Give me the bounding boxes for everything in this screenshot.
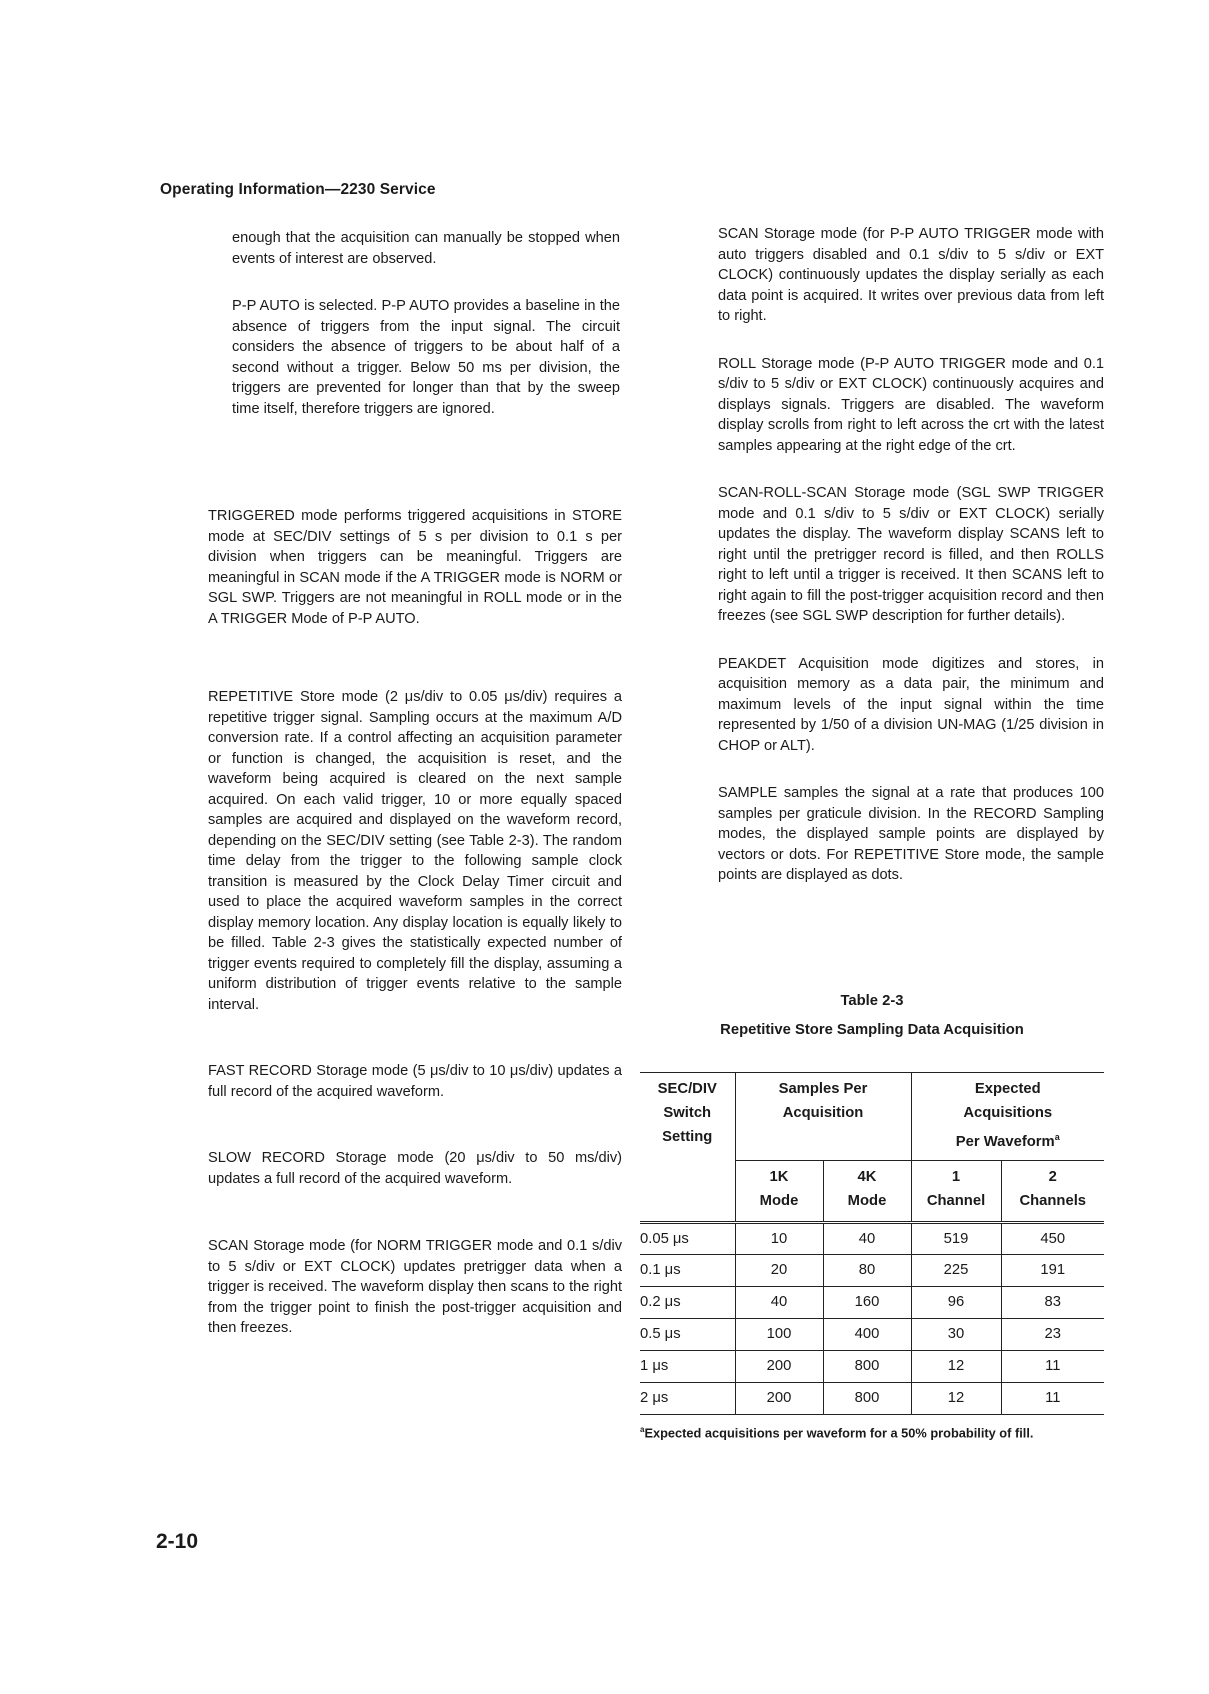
right-column [718, 224, 1104, 886]
footnote-marker: a [1054, 1132, 1060, 1142]
cell-4k: 800 [823, 1382, 911, 1414]
cell-1k: 200 [735, 1382, 823, 1414]
paragraph-slow-record: SLOW RECORD Storage mode (20 μs/div to 50 ms/div) updates a full record of the acquired waveform. [208, 1150, 622, 1187]
cell-4k: 400 [823, 1318, 911, 1350]
table-row [640, 1318, 1104, 1350]
cell-1k: 10 [735, 1222, 823, 1254]
cell-2ch: 191 [1001, 1254, 1104, 1286]
cell-2ch: 11 [1001, 1350, 1104, 1382]
cell-setting: 0.2 μs [640, 1286, 735, 1318]
cell-4k: 160 [823, 1286, 911, 1318]
cell-1ch: 12 [911, 1382, 1001, 1414]
table-row [640, 1350, 1104, 1382]
subheader-1ch: 1 Channel [911, 1160, 1001, 1222]
header-expected-acquisitions: Expected Acquisitions Per Waveform$^a$ [911, 1073, 1104, 1161]
paragraph-scan-auto: SCAN Storage mode (for P-P AUTO TRIGGER mode with auto triggers disabled and 0.1 s/div to 5 s/div or EXT CLOCK) continuously updates the display serially as each data point is acquired. It writes over previous data from left to right. [718, 226, 1104, 324]
cell-4k: 40 [823, 1222, 911, 1254]
cell-1ch: 30 [911, 1318, 1001, 1350]
cell-setting: 0.05 μs [640, 1222, 735, 1254]
cell-setting: 0.1 μs [640, 1254, 735, 1286]
subheader-2ch: 2 Channels [1001, 1160, 1104, 1222]
cell-1ch: 225 [911, 1254, 1001, 1286]
cell-4k: 800 [823, 1350, 911, 1382]
paragraph-fast-record: FAST RECORD Storage mode (5 μs/div to 10 μs/div) updates a full record of the acquired waveform. [208, 1063, 622, 1100]
header-secdiv: SEC/DIV Switch Setting [640, 1073, 735, 1223]
sampling-table [640, 1072, 1104, 1415]
table-row [640, 1286, 1104, 1318]
subheader-4k: 4K Mode [823, 1160, 911, 1222]
left-column [208, 506, 622, 1339]
table-row [640, 1254, 1104, 1286]
cell-1ch: 96 [911, 1286, 1001, 1318]
cell-2ch: 11 [1001, 1382, 1104, 1414]
table-row [640, 1382, 1104, 1414]
cell-1ch: 12 [911, 1350, 1001, 1382]
cell-1k: 20 [735, 1254, 823, 1286]
cell-1k: 200 [735, 1350, 823, 1382]
table-row [640, 1222, 1104, 1254]
cell-setting: 2 μs [640, 1382, 735, 1414]
paragraph-roll: ROLL Storage mode (P-P AUTO TRIGGER mode and 0.1 s/div to 5 s/div or EXT CLOCK) continuously acquires and displays signals. Triggers are disabled. The waveform display scrolls from right to left across the crt with the latest samples appearing at the right edge of the crt. [718, 355, 1104, 454]
cell-setting: 1 μs [640, 1350, 735, 1382]
table-number: Table 2-3 [840, 993, 904, 1009]
table-title: Repetitive Store Sampling Data Acquisition [720, 1022, 1024, 1038]
running-header: Operating Information—2230 Service [160, 181, 436, 198]
paragraph-sample: SAMPLE samples the signal at a rate that produces 100 samples per graticule division. In the RECORD Sampling modes, the displayed sample points are displayed by vectors or dots. For REPETITIVE Store mode, the sample points are displayed as dots. [718, 785, 1104, 883]
cell-2ch: 83 [1001, 1286, 1104, 1318]
cell-4k: 80 [823, 1254, 911, 1286]
table-header-row [640, 1073, 1104, 1161]
header-samples-per-acquisition: Samples Per Acquisition [735, 1073, 911, 1161]
paragraph: enough that the acquisition can manually be stopped when events of interest are observed. [232, 230, 620, 267]
paragraph-scan-norm: SCAN Storage mode (for NORM TRIGGER mode and 0.1 s/div to 5 s/div or EXT CLOCK) updates pretrigger data when a trigger is received. The waveform display then scans to the right from the trigger point to finish the post-trigger acquisition and then freezes. [208, 1238, 622, 1336]
left-column-top [232, 228, 620, 419]
cell-2ch: 450 [1001, 1222, 1104, 1254]
paragraph-scan-roll-scan: SCAN-ROLL-SCAN Storage mode (SGL SWP TRIGGER mode and 0.1 s/div to 5 s/div or EXT CLOCK) serially updates the display. The waveform display SCANS left to right until the pretrigger record is filled, and then ROLLS right to left until a trigger is received. It then SCANS left to right again to fill the post-trigger acquisition record and then freezes (see SGL SWP description for further details). [718, 485, 1104, 624]
paragraph-peakdet: PEAKDET Acquisition mode digitizes and stores, in acquisition memory as a data pair, the minimum and maximum levels of the input signal within the time represented by 1/50 of a division UN-MAG (1/25 division in CHOP or ALT). [718, 655, 1104, 754]
cell-1ch: 519 [911, 1222, 1001, 1254]
table-footnote: $^a$Expected acquisitions per waveform for a 50% probability of fill. [640, 1425, 1034, 1441]
cell-1k: 100 [735, 1318, 823, 1350]
footnote-marker: a [640, 1425, 645, 1434]
subheader-1k: 1K Mode [735, 1160, 823, 1222]
paragraph-triggered: TRIGGERED mode performs triggered acquisitions in STORE mode at SEC/DIV settings of 5 s per division to 0.1 s per division when triggers can be meaningful. Triggers are meaningful in SCAN mode if the A TRIGGER mode is NORM or SGL SWP. Triggers are not meaningful in ROLL mode or in the A TRIGGER Mode of P-P AUTO. [208, 508, 622, 627]
paragraph: P-P AUTO is selected. P-P AUTO provides a baseline in the absence of triggers from the input signal. The circuit considers the absence of triggers to be about half of a second without a trigger. Below 50 ms per division, the triggers are prevented for longer than that by the sweep time itself, therefore triggers are ignored. [232, 298, 620, 417]
cell-1k: 40 [735, 1286, 823, 1318]
cell-setting: 0.5 μs [640, 1318, 735, 1350]
cell-2ch: 23 [1001, 1318, 1104, 1350]
page-number: 2-10 [156, 1530, 199, 1553]
paragraph-repetitive: REPETITIVE Store mode (2 μs/div to 0.05 μs/div) requires a repetitive trigger signal. Sampling occurs at the maximum A/D conversion rate. If a control affecting an acquisition parameter or function is changed, the acquisition is reset, and the waveform being acquired is cleared on the next sample acquired. On each valid trigger, 10 or more equally spaced samples are acquired and displayed on the waveform record, depending on the SEC/DIV setting (see Table 2-3). The random time delay from the trigger to the following sample clock transition is measured by the Clock Delay Timer circuit and used to place the acquired waveform samples in the correct display memory location. Any display location is equally likely to be filled. Table 2-3 gives the statistically expected number of trigger events required to completely fill the display, assuming a uniform distribution of trigger events relative to the sample interval. [208, 689, 622, 1013]
